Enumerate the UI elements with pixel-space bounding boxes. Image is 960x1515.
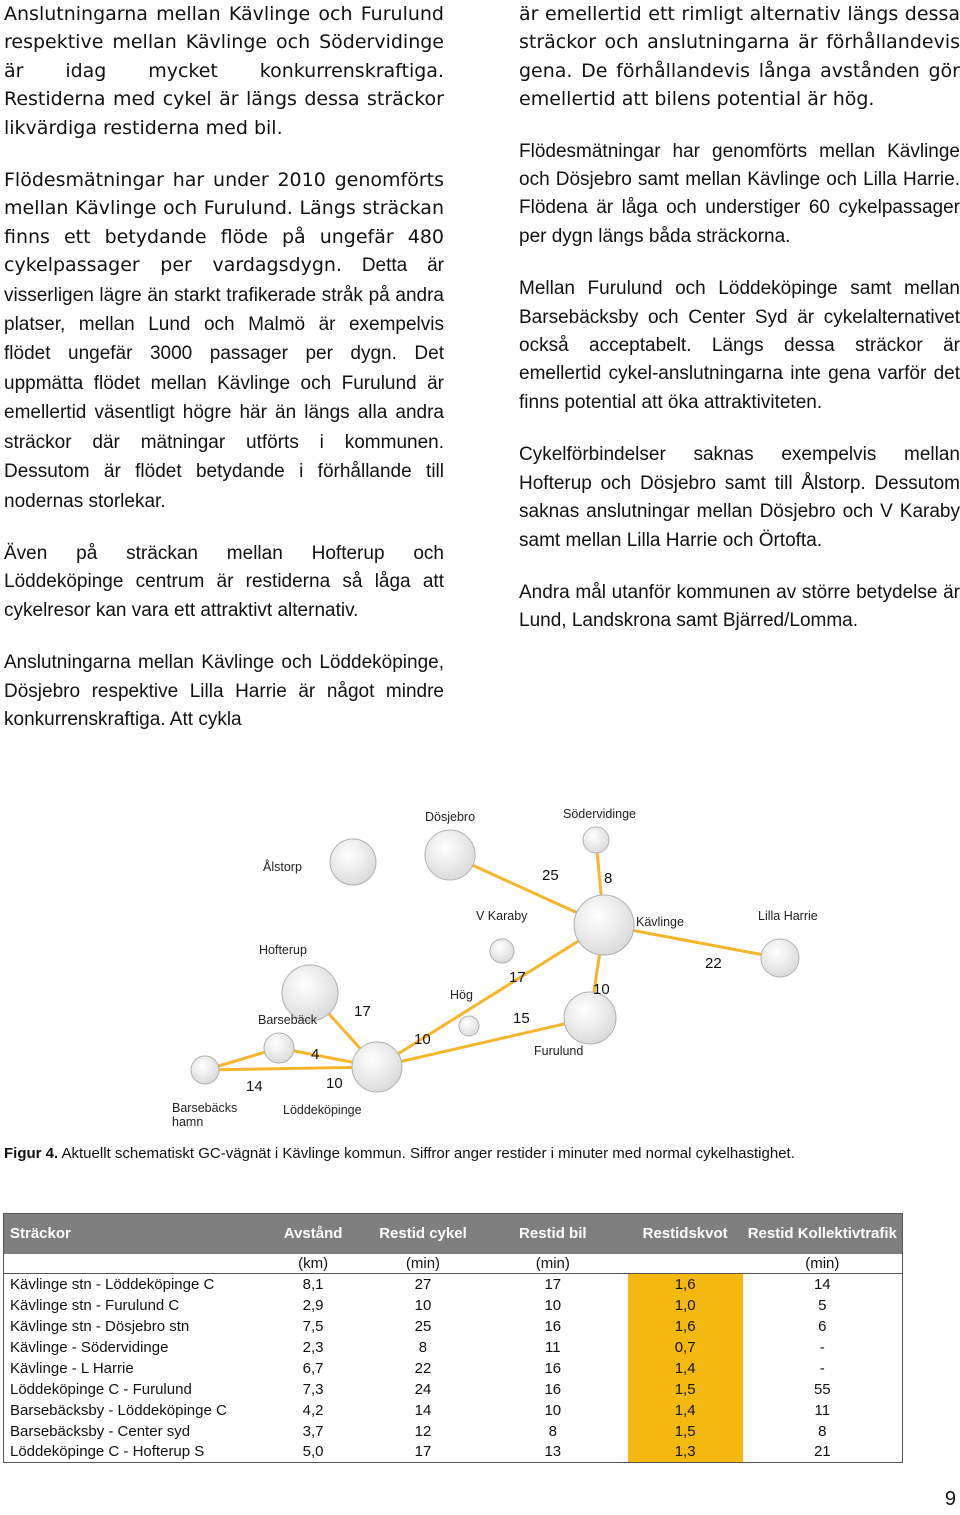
node-barseback [264, 1033, 294, 1063]
table-cell: 1,5 [628, 1421, 743, 1442]
time-label: 14 [246, 1078, 263, 1095]
place-label: Ålstorp [263, 860, 302, 874]
table-cell: 7,5 [302, 1317, 324, 1335]
paragraph: Även på sträckan mellan Hofterup och Löddeköpinge centrum är restiderna så låga att cykelresor kan vara ett attraktivt alternativ. [4, 542, 444, 621]
paragraph: Andra mål utanför kommunen av större betydelse är Lund, Landskrona samt Bjärred/Lomma. [519, 581, 960, 632]
figure-label: Figur 4. [4, 1145, 59, 1162]
table-cell: Kävlinge stn - Löddeköpinge C [10, 1275, 215, 1293]
figure-caption [4, 1145, 795, 1162]
table-cell: Barsebäcksby - Center syd [10, 1422, 191, 1440]
time-label: 17 [354, 1003, 371, 1020]
table-cell: 1,4 [628, 1400, 743, 1421]
table-cell: 1,5 [628, 1379, 743, 1400]
unit-cell: (min) [368, 1254, 478, 1274]
table-cell: 10 [414, 1296, 432, 1314]
table-header-row [4, 1214, 903, 1254]
node-vkaraby [490, 939, 514, 963]
time-label: 10 [414, 1031, 431, 1048]
route-furulund-loddekopinge [377, 1018, 590, 1067]
paragraph-part: Detta är visserligen lägre än starkt trafikerade stråk på andra platser, mellan Lund och Malmö är exempelvis flödet ungefär 3000 passager per dygn. Det uppmätta flödet mellan Kävlinge och Furulund är emellertid väsentligt högre här än längs alla andra sträckor där mätningar utförts i kommunen. Dessutom är flödet betydande i förhållande till nodernas storlekar. [4, 255, 444, 512]
time-label: 22 [705, 955, 722, 972]
table-cell: 1,6 [628, 1274, 743, 1295]
table-cell: 12 [414, 1422, 432, 1440]
table-row [4, 1337, 903, 1358]
table-cell: 0,7 [628, 1337, 743, 1358]
table-cell: 16 [544, 1380, 562, 1398]
travel-time-table [3, 1213, 903, 1463]
table-cell: 16 [544, 1317, 562, 1335]
place-label-line: hamn [172, 1115, 204, 1129]
unit-cell [628, 1254, 743, 1274]
table-row [4, 1442, 903, 1463]
table-cell: 25 [414, 1317, 432, 1335]
table-cell: Kävlinge stn - Dösjebro stn [10, 1317, 190, 1335]
caption-text: Aktuellt schematiskt GC-vägnät i Kävlinge kommun. Siffror anger restider i minuter med normal cykelhastighet. [58, 1145, 795, 1162]
table-cell: 27 [414, 1275, 432, 1293]
header-restid-bil: Restid bil [478, 1214, 628, 1254]
time-label: 4 [311, 1046, 320, 1063]
table-cell: 14 [414, 1401, 432, 1419]
table-cell: 11 [545, 1338, 561, 1356]
units-row [4, 1254, 903, 1274]
node-kavlinge [574, 895, 634, 955]
table-cell: 3,7 [302, 1422, 324, 1440]
paragraph: Anslutningarna mellan Kävlinge och Löddeköpinge, Dösjebro respektive Lilla Harrie är något mindre konkurrenskraftiga. Att cykla [4, 652, 444, 730]
table-cell: Löddeköpinge C - Furulund [10, 1380, 192, 1398]
header-avstand: Avstånd [258, 1214, 368, 1254]
table-cell: Kävlinge - Södervidinge [10, 1338, 169, 1356]
table-cell: 8 [548, 1422, 557, 1440]
place-label [172, 1101, 237, 1129]
table-row [4, 1274, 903, 1295]
header-strackor: Sträckor [4, 1214, 259, 1254]
unit-cell: (km) [258, 1254, 368, 1274]
paragraph: Flödesmätningar har genomförts mellan Kävlinge och Dösjebro samt mellan Kävlinge och Lilla Harrie. Flödena är låga och understiger 60 cykelpassager per dygn längs båda sträckorna. [519, 140, 960, 247]
node-dosjebro [425, 830, 475, 880]
table-cell: Barsebäcksby - Löddeköpinge C [10, 1401, 227, 1419]
unit-cell [4, 1254, 259, 1274]
table-row [4, 1295, 903, 1316]
paragraph: Cykelförbindelser saknas exempelvis mellan Hofterup och Dösjebro samt till Ålstorp. Dessutom saknas anslutningar mellan Dösjebro och V Karaby samt mellan Lilla Harrie och Örtofta. [519, 444, 960, 551]
place-label: Södervidinge [563, 807, 636, 821]
table-cell: 10 [544, 1401, 562, 1419]
header-restidskvot: Restidskvot [628, 1214, 743, 1254]
table-row [4, 1421, 903, 1442]
table-row [4, 1316, 903, 1337]
place-label: Hofterup [259, 943, 307, 957]
table-cell: 6,7 [302, 1359, 324, 1377]
table-cell: 22 [414, 1359, 432, 1377]
right-text-column [519, 0, 960, 660]
table-cell: 5 [818, 1296, 827, 1314]
table-cell: 5,0 [302, 1443, 324, 1461]
place-label: Kävlinge [636, 915, 684, 929]
place-label: Barsebäck [258, 1013, 318, 1027]
table-cell: - [819, 1359, 825, 1377]
table-cell: Kävlinge - L Harrie [10, 1359, 134, 1377]
unit-cell: (min) [478, 1254, 628, 1274]
time-label: 17 [509, 969, 526, 986]
place-label: Lilla Harrie [758, 909, 818, 923]
table-cell: 4,2 [302, 1401, 324, 1419]
table-cell: Kävlinge stn - Furulund C [10, 1296, 180, 1314]
table-row [4, 1379, 903, 1400]
table-cell: 13 [544, 1443, 562, 1461]
place-label-line: Barsebäcks [172, 1101, 238, 1115]
table-cell: 1,6 [628, 1316, 743, 1337]
place-label: Furulund [534, 1044, 584, 1058]
time-label: 15 [513, 1010, 530, 1027]
paragraph: är emellertid ett rimligt alternativ längs dessa sträckor och anslutningarna är förhållandevis gena. De förhållandevis långa avstånden gör emellertid att bilens potential är hög. [519, 3, 960, 111]
table-cell: 8,1 [302, 1275, 324, 1293]
table-cell: 2,9 [302, 1296, 324, 1314]
paragraph [4, 166, 444, 516]
time-label: 10 [593, 981, 610, 998]
paragraph: Anslutningarna mellan Kävlinge och Furulund respektive mellan Kävlinge och Södervidinge är idag mycket konkurrenskraftiga. Restiderna med cykel är längs dessa sträckor likvärdiga restiderna med bil. [4, 3, 444, 139]
table-cell: 17 [414, 1443, 432, 1461]
table-cell: 2,3 [302, 1338, 324, 1356]
paragraph-part: Flödesmätningar har under 2010 genomförts mellan Kävlinge och Furulund. Längs sträckan finns ett betydande flöde på ungefär 480 cykelpassager per vardagsdygn. [4, 169, 444, 277]
table-cell: 16 [544, 1359, 562, 1377]
paragraph: Mellan Furulund och Löddeköpinge samt mellan Barsebäcksby och Center Syd är cykelalternativet också acceptabelt. Längs dessa sträckor är emellertid cykel-anslutningarna inte gena varför det finns potential att öka attraktiviteten. [519, 278, 960, 413]
place-label: Dösjebro [425, 810, 476, 824]
node-hog [459, 1016, 479, 1036]
place-label: V Karaby [476, 909, 528, 923]
table-cell: 1,0 [628, 1295, 743, 1316]
header-restid-kollektiv: Restid Kollektivtrafik [743, 1214, 903, 1254]
place-label: Löddeköpinge [283, 1103, 362, 1117]
table-cell: 17 [544, 1275, 562, 1293]
table-row [4, 1358, 903, 1379]
table-cell: 14 [813, 1275, 831, 1293]
table-cell: 55 [813, 1380, 831, 1398]
cycle-network-map [160, 800, 818, 1135]
node-furulund [564, 992, 616, 1044]
node-sodervidinge [583, 827, 609, 853]
node-loddekopinge [352, 1042, 402, 1092]
node-barsebackshamn [191, 1056, 219, 1084]
table-cell: 1,4 [628, 1358, 743, 1379]
time-label: 10 [326, 1075, 343, 1092]
node-alstorp [330, 839, 376, 885]
node-lillaharrie [761, 939, 799, 977]
table-cell: Löddeköpinge C - Hofterup S [10, 1443, 205, 1461]
table-row [4, 1400, 903, 1421]
table-cell: 8 [818, 1422, 827, 1440]
time-label: 25 [542, 867, 559, 884]
table-cell: 11 [814, 1401, 831, 1419]
route-hamn-loddekopinge [205, 1067, 377, 1070]
page-number: 9 [944, 1488, 956, 1510]
table-cell: - [819, 1338, 825, 1356]
left-text-column [4, 0, 444, 758]
header-restid-cykel: Restid cykel [368, 1214, 478, 1254]
table-cell: 21 [813, 1443, 831, 1461]
unit-cell: (min) [743, 1254, 903, 1274]
table-cell: 10 [544, 1296, 562, 1314]
table-cell: 6 [818, 1317, 827, 1335]
table-cell: 8 [418, 1338, 428, 1356]
table-cell: 1,3 [628, 1442, 743, 1463]
table-cell: 24 [414, 1380, 432, 1398]
place-label: Hög [450, 988, 473, 1002]
time-label: 8 [604, 870, 613, 887]
table-cell: 7,3 [302, 1380, 324, 1398]
